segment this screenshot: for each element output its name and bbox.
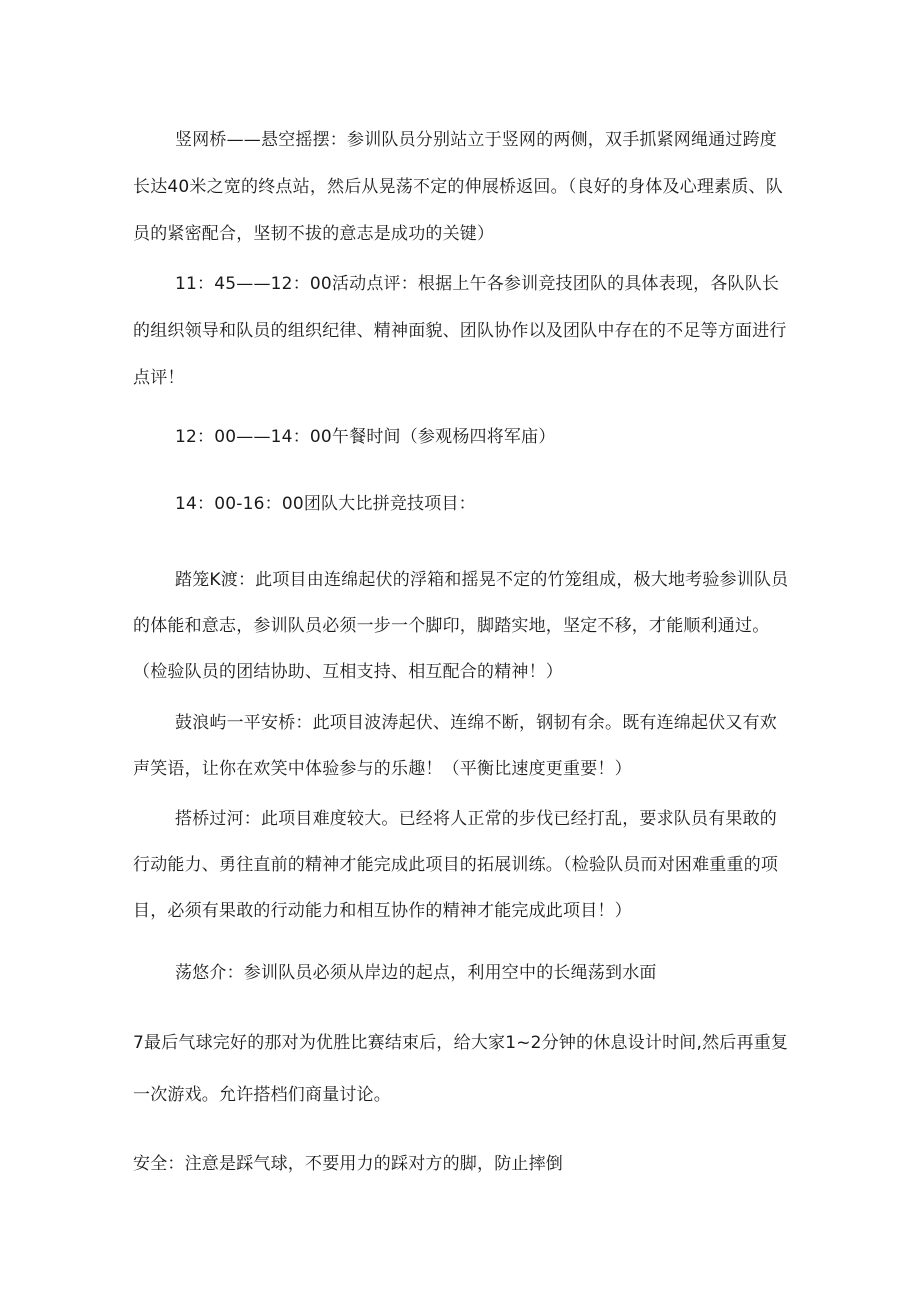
paragraph-gulangyu-bridge: 鼓浪屿一平安桥：此项目波涛起伏、连绵不断，钢韧有余。既有连绵起伏又有欢声笑语，让你在欢笑中体验参与的乐趣！（平衡比速度更重要！） — [133, 713, 777, 779]
paragraph-rope-swing: 荡悠介：参训队员必须从岸边的起点，利用空中的长绳荡到水面 — [175, 963, 657, 983]
paragraph-team-competition: 14：00-16：00团队大比拼竞技项目： — [175, 494, 476, 514]
paragraph-lunch-time: 12：00——14：00午餐时间（参观杨四将军庙） — [175, 427, 556, 447]
paragraph-bridge-over-river: 搭桥过河：此项目难度较大。已经将人正常的步伐已经打乱，要求队员有果敢的行动能力、勇往直前的精神才能完成此项目的拓展训练。（检验队员而对困难重重的项目，必须有果敢的行动能力和相互协作的精神才能完成此项目！） — [133, 809, 779, 921]
paragraph-balloon-game: 7最后气球完好的那对为优胜比赛结束后，给大家1~2分钟的休息设计时间,然后再重复一次游戏。允许搭档们商量讨论。 — [133, 1033, 789, 1105]
paragraph-activity-review: 11：45——12：00活动点评：根据上午各参训竞技团队的具体表现，各队队长的组织领导和队员的组织纪律、精神面貌、团队协作以及团队中存在的不足等方面进行点评！ — [133, 274, 787, 388]
paragraph-vertical-net-bridge: 竖网桥——悬空摇摆：参训队员分别站立于竖网的两侧，双手抓紧网绳通过跨度长达40米之宽的终点站，然后从晃荡不定的伸展桥返回。（良好的身体及心理素质、队员的紧密配合，坚韧不拔的意志是成功的关键） — [133, 130, 783, 244]
paragraph-cage-crossing: 踏笼K渡：此项目由连绵起伏的浮箱和摇晃不定的竹笼组成，极大地考验参训队员的体能和意志，参训队员必须一步一个脚印，脚踏实地，坚定不移，才能顺利通过。（检验队员的团结协助、互相支持、相互配合的精神！） — [133, 570, 789, 682]
paragraph-safety: 安全：注意是踩气球，不要用力的踩对方的脚，防止摔倒 — [133, 1154, 563, 1174]
